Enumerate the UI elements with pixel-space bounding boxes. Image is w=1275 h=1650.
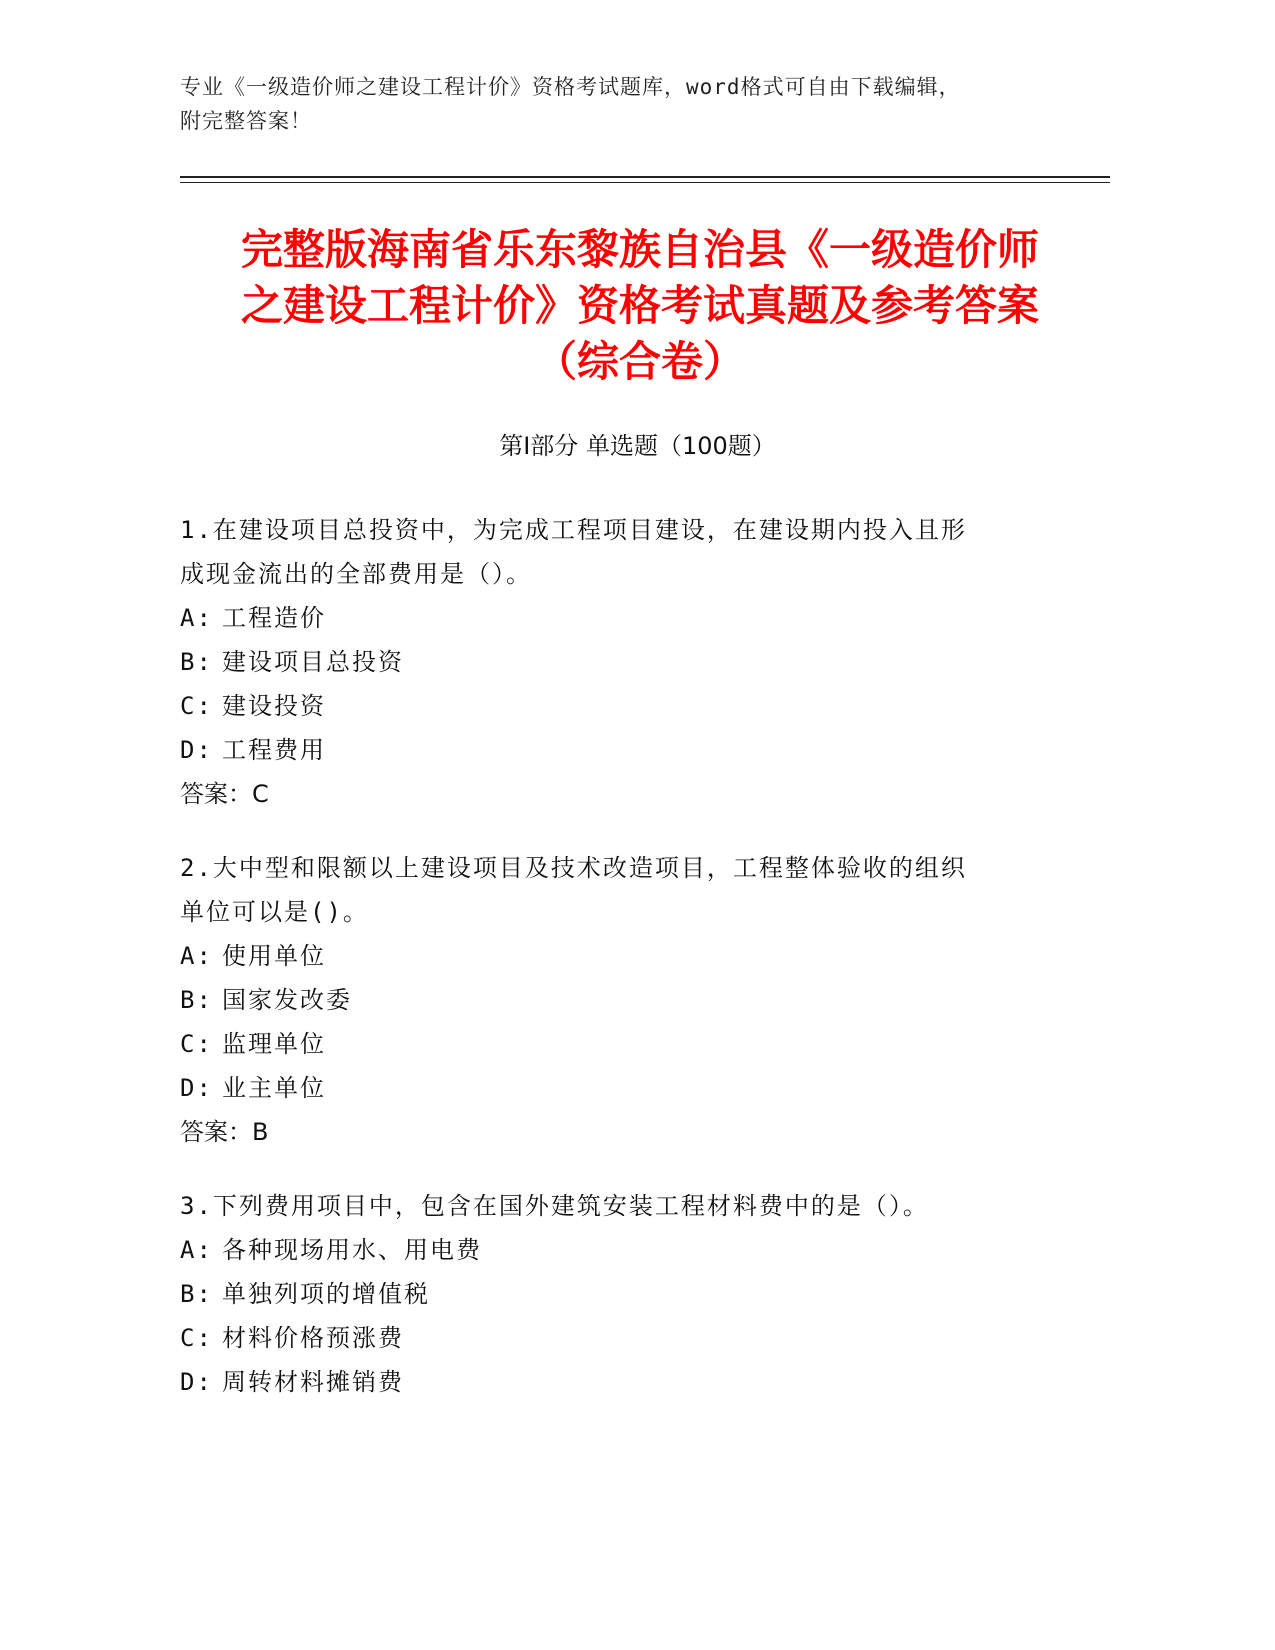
question-3-option-a: [180, 1228, 1080, 1272]
option-key: C:: [180, 1324, 213, 1352]
document-title-line-1: 完整版海南省乐东黎族自治县《一级造价师: [240, 225, 1039, 274]
question-1-option-c: [180, 684, 1080, 728]
header-divider-thin: [180, 182, 1110, 183]
question-1-answer: 答案：C: [180, 780, 269, 808]
question-list: [180, 508, 1080, 1434]
option-text: 周转材料摊销费: [222, 1368, 404, 1396]
option-key: C:: [180, 1030, 213, 1058]
option-text: 国家发改委: [222, 986, 352, 1014]
header-divider-thick: [180, 176, 1110, 178]
question-1-option-b: [180, 640, 1080, 684]
option-key: B:: [180, 986, 213, 1014]
question-3-stem: [180, 1184, 1080, 1228]
question-2: [180, 846, 1080, 1154]
option-text: 工程造价: [222, 604, 326, 632]
question-2-stem-line-1: 2.大中型和限额以上建设项目及技术改造项目，工程整体验收的组织: [180, 854, 967, 882]
question-3-stem-line-1: 3.下列费用项目中，包含在国外建筑安装工程材料费中的是（）。: [180, 1192, 929, 1220]
question-2-answer: 答案：B: [180, 1118, 269, 1146]
question-1-stem-line-1: 1.在建设项目总投资中，为完成工程项目建设，在建设期内投入且形: [180, 516, 967, 544]
option-text: 材料价格预涨费: [222, 1324, 404, 1352]
question-3-option-b: [180, 1272, 1080, 1316]
option-text: 监理单位: [222, 1030, 326, 1058]
option-text: 业主单位: [222, 1074, 326, 1102]
section-heading: 第Ⅰ部分 单选题（100题）: [499, 432, 776, 460]
question-2-stem-line-2: 单位可以是()。: [180, 898, 369, 926]
option-key: A:: [180, 1236, 213, 1264]
header-note: [180, 70, 1120, 138]
question-1-stem: [180, 508, 1080, 596]
document-title-line-2: 之建设工程计价》资格考试真题及参考答案: [240, 281, 1039, 330]
document-title-line-3: （综合卷）: [534, 337, 745, 386]
header-note-line-2: 附完整答案！: [180, 109, 312, 133]
question-3: [180, 1184, 1080, 1404]
option-text: 单独列项的增值税: [222, 1280, 430, 1308]
option-key: D:: [180, 1368, 213, 1396]
option-text: 各种现场用水、用电费: [222, 1236, 482, 1264]
question-1-option-d: [180, 728, 1080, 772]
option-key: D:: [180, 736, 213, 764]
question-1-option-a: [180, 596, 1080, 640]
option-text: 建设投资: [222, 692, 326, 720]
option-key: A:: [180, 604, 213, 632]
option-key: C:: [180, 692, 213, 720]
question-1: [180, 508, 1080, 816]
question-2-option-b: [180, 978, 1080, 1022]
option-text: 使用单位: [222, 942, 326, 970]
option-text: 建设项目总投资: [222, 648, 404, 676]
document-title: [130, 222, 1150, 390]
option-key: A:: [180, 942, 213, 970]
option-key: B:: [180, 648, 213, 676]
question-2-stem: [180, 846, 1080, 934]
question-2-option-d: [180, 1066, 1080, 1110]
question-2-option-c: [180, 1022, 1080, 1066]
option-text: 工程费用: [222, 736, 326, 764]
option-key: D:: [180, 1074, 213, 1102]
question-3-option-d: [180, 1360, 1080, 1404]
header-note-line-1: 专业《一级造价师之建设工程计价》资格考试题库，word格式可自由下载编辑，: [180, 75, 961, 99]
question-3-option-c: [180, 1316, 1080, 1360]
option-key: B:: [180, 1280, 213, 1308]
question-1-stem-line-2: 成现金流出的全部费用是（）。: [180, 560, 532, 588]
question-2-option-a: [180, 934, 1080, 978]
